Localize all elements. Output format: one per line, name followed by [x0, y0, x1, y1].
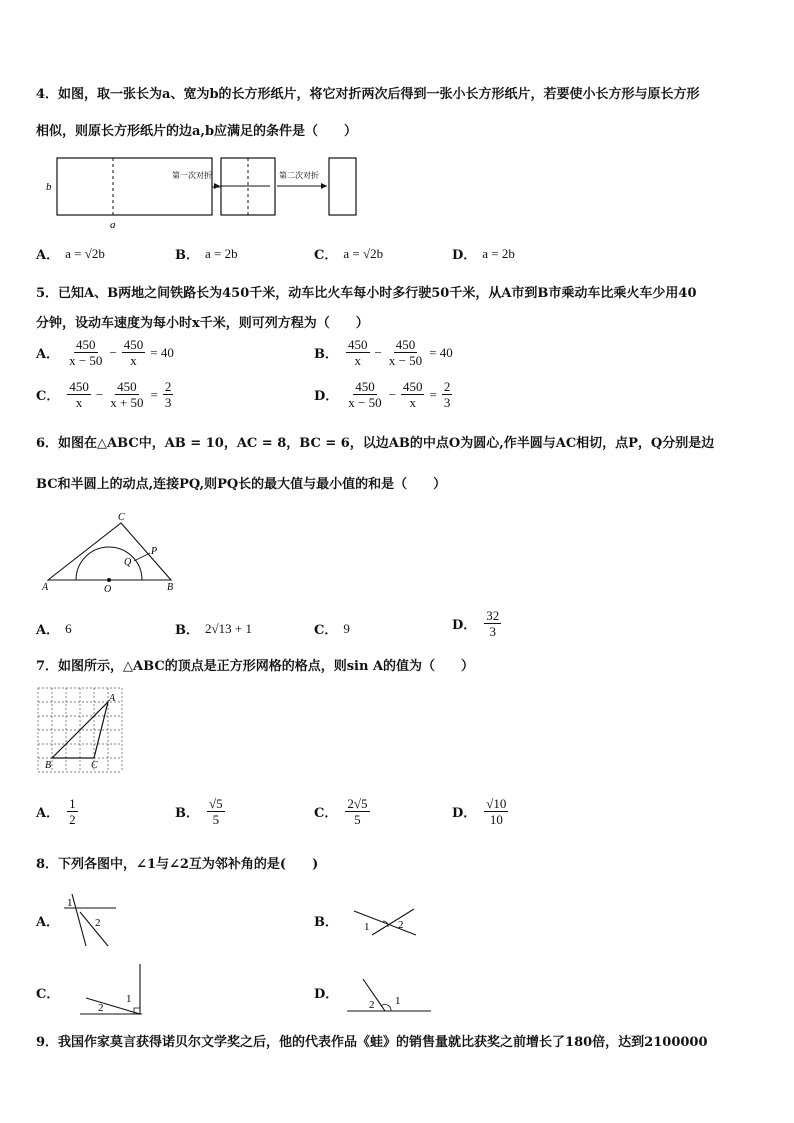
q6-option-c[interactable]: C． 9 [314, 620, 350, 638]
q6-stem-line1: 6．如图在△ABC中，AB = 10，AC = 8，BC = 6，以边AB的中点O为圆心,作半圆与AC相切，点P，Q分别是边 [36, 436, 715, 451]
q4-option-b[interactable]: B． a = 2b [175, 245, 238, 263]
q4-stem-line2: 相似，则原长方形纸片的边a,b应满足的条件是（ ） [36, 124, 358, 139]
q4-label-a: a [110, 219, 116, 231]
q4-fold2-label: 第二次对折 [279, 171, 319, 180]
q8-figure-c [78, 962, 148, 1017]
q8b-angle1: 1 [364, 921, 370, 933]
q6-stem-line2: BC和半圆上的动点,连接PQ,则PQ长的最大值与最小值的和是（ ） [36, 477, 447, 492]
q8-figure-a [60, 890, 120, 950]
q7-label-A: A [109, 693, 116, 704]
q5-option-b[interactable]: B． $\frac{450}{x}$ − $\frac{450}{x - 50}$ = 40 [314, 337, 453, 368]
q7-label-C: C [91, 760, 98, 771]
q7-stem-line1: 7．如图所示，△ABC的顶点是正方形网格的格点，则sin A的值为（ ） [36, 659, 475, 674]
q6-triangle-semicircle-figure [38, 510, 188, 595]
q4-option-a[interactable]: A． a = √2b [36, 245, 105, 263]
q6-label-O: O [104, 584, 112, 595]
q8-option-a[interactable]: A． [36, 915, 60, 930]
q8-figure-d [345, 975, 435, 1015]
q7-grid-triangle-figure [38, 688, 128, 778]
q7-option-b[interactable]: B． $\frac{√5}{5}$ [175, 796, 223, 827]
q8c-angle2: 2 [98, 1002, 104, 1014]
q6-label-Q: Q [124, 557, 132, 568]
q4-stem-line1: 4．如图，取一张长为a、宽为b的长方形纸片，将它对折两次后得到一张小长方形纸片，若要使小长方形与原长方形 [36, 87, 700, 102]
q8-option-d[interactable]: D． [314, 987, 339, 1002]
q8-option-b[interactable]: B． [314, 915, 338, 930]
q5-option-a[interactable]: A． $\frac{450}{x - 50}$ − $\frac{450}{x}$ = 40 [36, 337, 174, 368]
q4-option-c[interactable]: C． a = √2b [314, 245, 384, 263]
q6-option-d[interactable]: D． $\frac{32}{3}$ [452, 608, 500, 639]
q4-label-b: b [46, 181, 52, 193]
q4-fold1-label: 第一次对折 [172, 171, 212, 180]
q5-option-d[interactable]: D． $\frac{450}{x - 50}$ − $\frac{450}{x}$ = $\frac{2}{3}$ [314, 379, 451, 410]
q8-option-c[interactable]: C． [36, 987, 60, 1002]
q5-option-c[interactable]: C． $\frac{450}{x}$ − $\frac{450}{x + 50}$ = $\frac{2}{3}$ [36, 379, 172, 410]
q6-option-b[interactable]: B． 2√13 + 1 [175, 620, 252, 638]
q7-label-B: B [45, 760, 52, 771]
q8-stem-line1: 8．下列各图中，∠1与∠2互为邻补角的是( ) [36, 857, 319, 872]
q7-option-a[interactable]: A． $\frac{1}{2}$ [36, 796, 76, 827]
q8d-angle1: 1 [395, 995, 401, 1007]
q6-label-C: C [118, 512, 125, 523]
q4-option-d[interactable]: D． a = 2b [452, 245, 515, 263]
q9-stem-line1: 9．我国作家莫言获得诺贝尔文学奖之后，他的代表作品《蛙》的销售量就比获奖之前增长了180倍，达到2100000 [36, 1035, 708, 1050]
q6-label-B: B [167, 582, 174, 593]
q6-label-P: P [151, 546, 158, 557]
q8a-angle1: 1 [67, 897, 73, 909]
q6-option-a[interactable]: A． 6 [36, 620, 72, 638]
q8a-angle2: 2 [95, 917, 101, 929]
q5-stem-line2: 分钟，设动车速度为每小时x千米，则可列方程为（ ） [36, 316, 369, 331]
q8b-angle2: 2 [398, 919, 404, 931]
q8-figure-b [350, 905, 420, 940]
q7-option-c[interactable]: C． $\frac{2√5}{5}$ [314, 796, 368, 827]
q7-option-d[interactable]: D． $\frac{√10}{10}$ [452, 796, 507, 827]
q8d-angle2: 2 [369, 999, 375, 1011]
q8c-angle1: 1 [126, 993, 132, 1005]
q5-stem-line1: 5．已知A、B两地之间铁路长为450千米，动车比火车每小时多行驶50千米，从A市到B市乘动车比乘火车少用40 [36, 286, 697, 301]
q4-folding-figure [40, 150, 370, 235]
q6-label-A: A [42, 582, 49, 593]
